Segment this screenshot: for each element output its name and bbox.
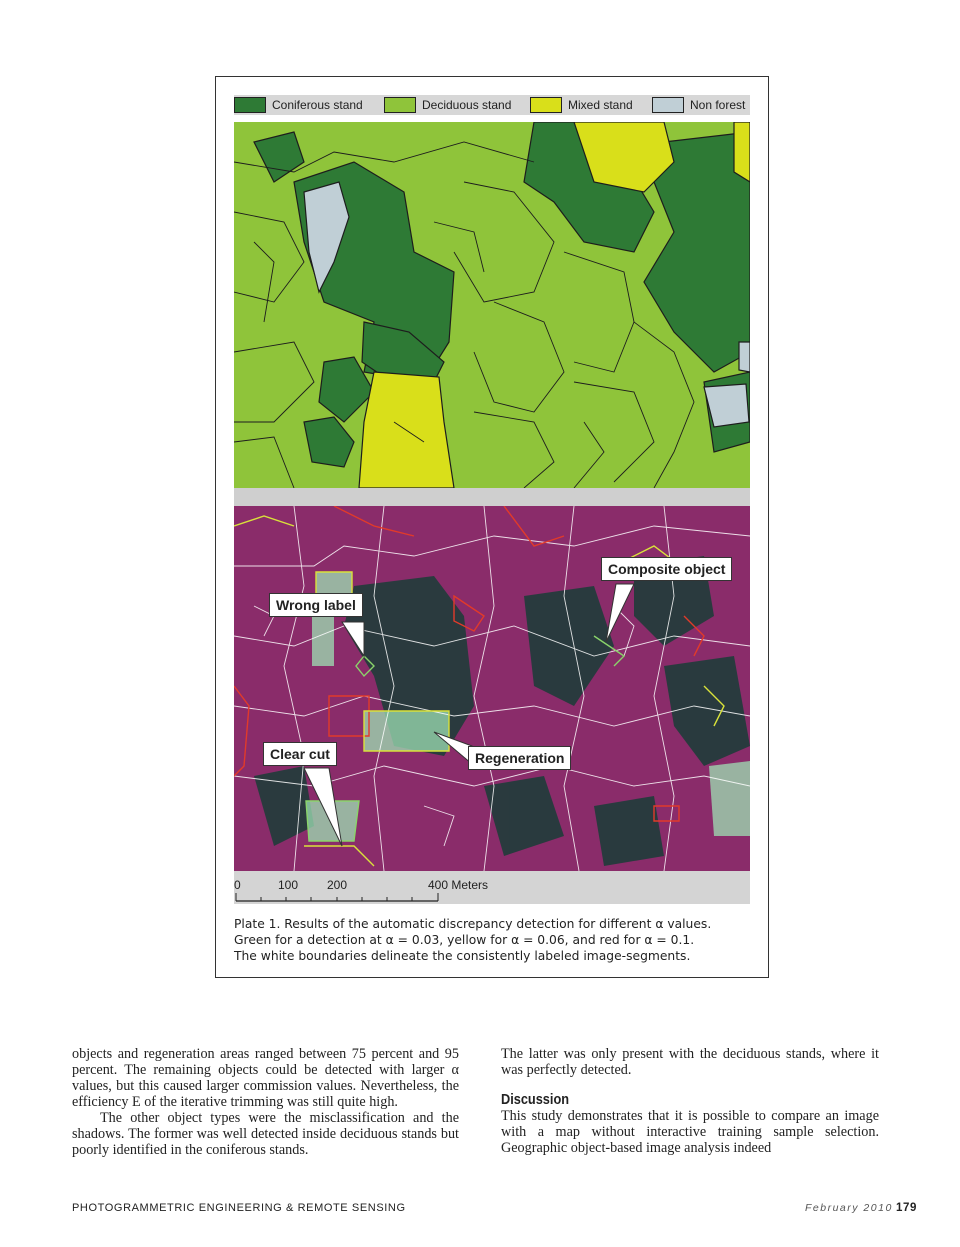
scale-bar-ruler — [234, 891, 454, 903]
scale-tick-label: 0 — [234, 878, 241, 892]
legend-label: Coniferous stand — [272, 98, 363, 112]
body-column-left — [72, 1046, 459, 1158]
panel-separator — [234, 488, 750, 506]
map-legend — [234, 95, 750, 115]
scale-tick-label: 100 — [278, 878, 299, 892]
callout-composite-object: Composite object — [601, 557, 732, 581]
legend-label: Deciduous stand — [422, 98, 512, 112]
caption-line: The white boundaries delineate the consistently labeled image-segments. — [234, 949, 691, 963]
forest-stand-map — [234, 122, 750, 488]
legend-item-mixed — [530, 95, 633, 115]
callout-clear-cut: Clear cut — [263, 742, 337, 766]
section-heading: Discussion — [501, 1091, 570, 1108]
legend-swatch-coniferous — [234, 97, 266, 113]
body-column-right — [501, 1046, 879, 1156]
footer-page-number: 179 — [896, 1202, 917, 1214]
legend-item-deciduous — [384, 95, 511, 115]
callout-regeneration: Regeneration — [468, 746, 571, 770]
body-paragraph: The latter was only present with the deciduous stands, where it was perfectly detected. — [501, 1046, 879, 1078]
caption-line: Plate 1. Results of the automatic discrepancy detection for different α values. — [234, 917, 712, 931]
legend-swatch-nonforest — [652, 97, 684, 113]
legend-swatch-mixed — [530, 97, 562, 113]
legend-label: Mixed stand — [568, 98, 633, 112]
footer-date: February 2010 — [805, 1202, 893, 1214]
body-paragraph: This study demonstrates that it is possible to compare an image with a map without interactive training sample selection. Geographic object-based image analysis indeed — [501, 1108, 879, 1156]
scale-tick-label: 200 — [327, 878, 348, 892]
legend-swatch-deciduous — [384, 97, 416, 113]
footer-journal: PHOTOGRAMMETRIC ENGINEERING & REMOTE SENSING — [72, 1202, 406, 1214]
body-paragraph: objects and regeneration areas ranged between 75 percent and 95 percent. The remaining objects could be detected with larger α values, but this caused larger commission values. Nevertheless, the efficiency E of the iterative trimming was still quite high. — [72, 1046, 459, 1110]
body-paragraph: The other object types were the misclassification and the shadows. The former was well detected inside deciduous stands but poorly identified in the coniferous stands. — [72, 1110, 459, 1158]
legend-item-coniferous — [234, 95, 363, 115]
callout-wrong-label: Wrong label — [269, 593, 363, 617]
caption-line: Green for a detection at α = 0.03, yellow for α = 0.06, and red for α = 0.1. — [234, 933, 695, 947]
scale-tick-label: 400 Meters — [428, 878, 489, 892]
legend-label: Non forest — [690, 98, 746, 112]
scale-bar — [234, 871, 750, 904]
figure-caption — [234, 916, 754, 964]
legend-item-nonforest — [652, 95, 745, 115]
